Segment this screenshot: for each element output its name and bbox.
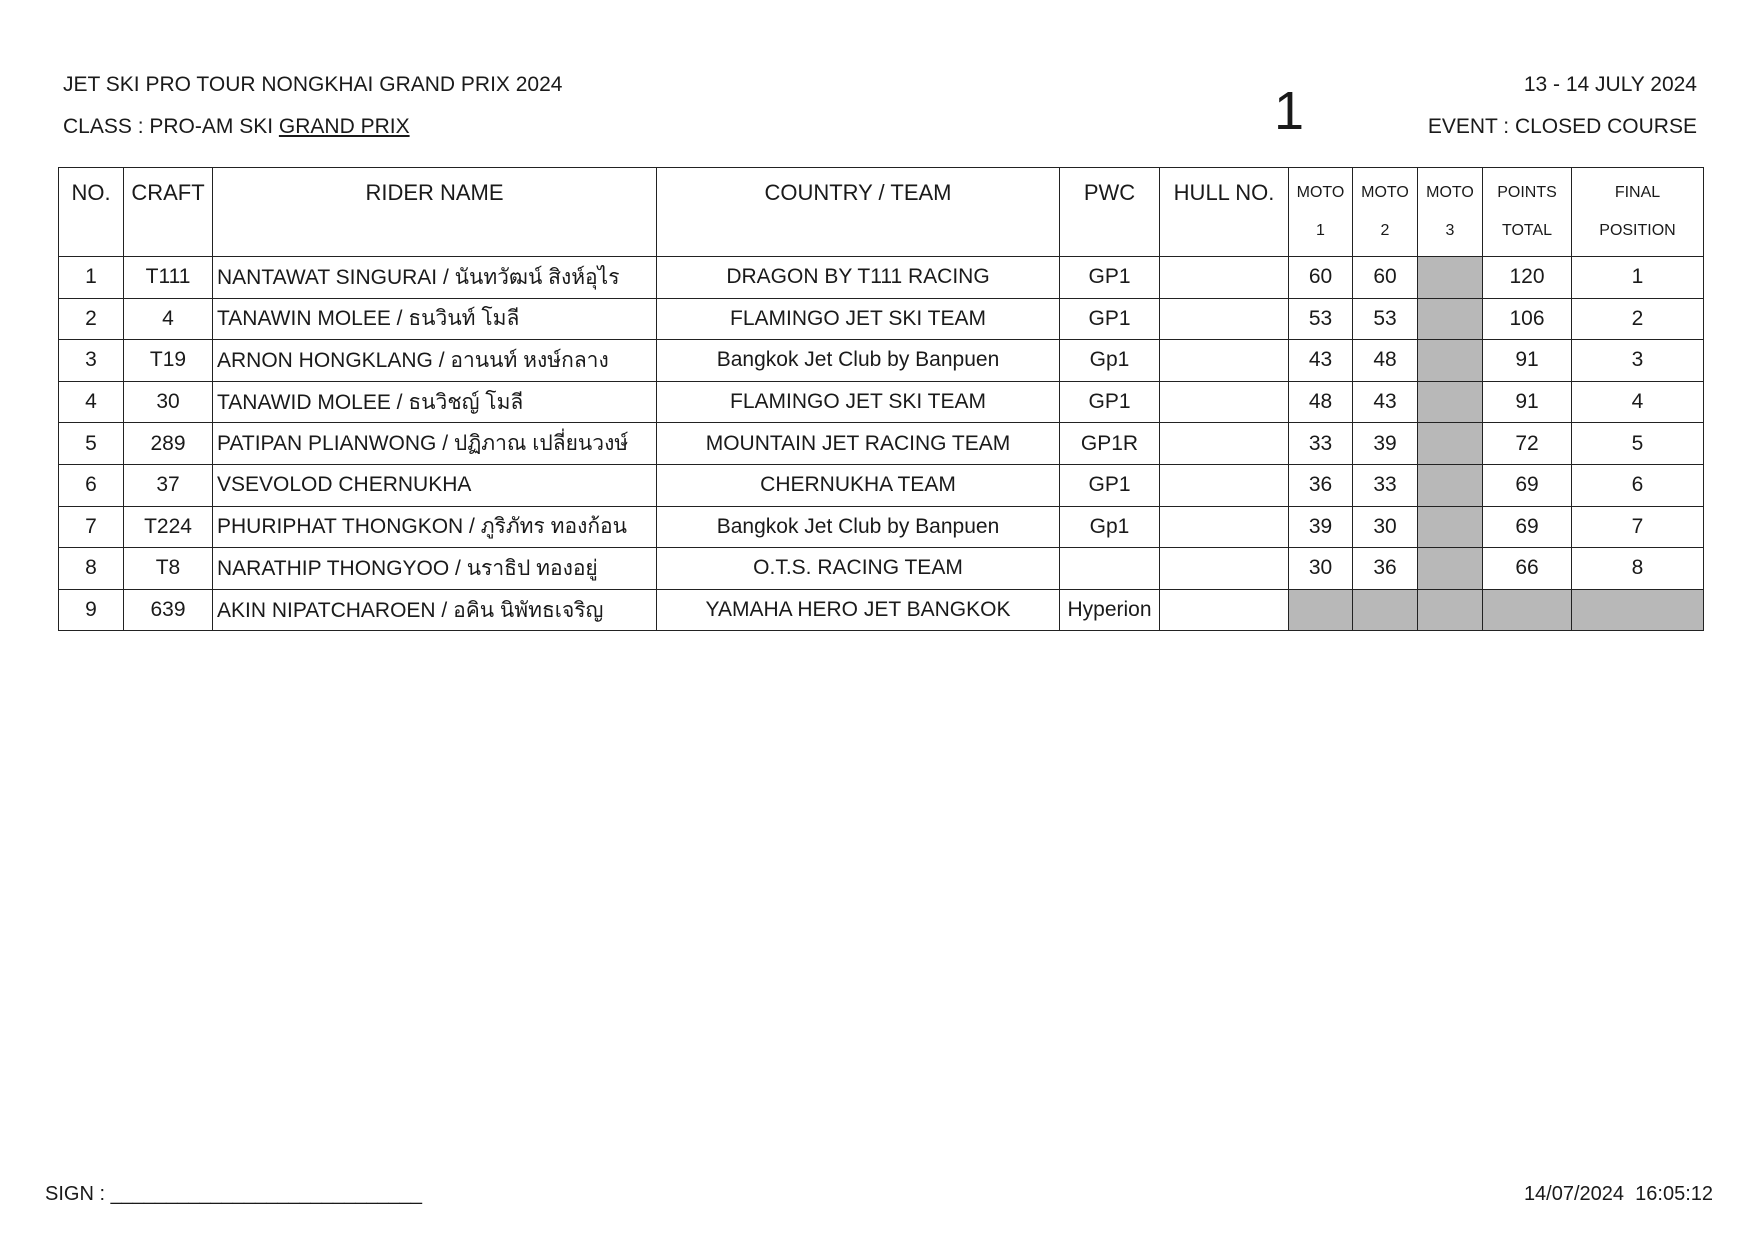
- final-label: FINAL: [1614, 184, 1661, 201]
- cell-craft: 289: [124, 423, 213, 465]
- cell-team: O.T.S. RACING TEAM: [657, 548, 1060, 590]
- cell-moto1: 48: [1289, 381, 1353, 423]
- cell-hull: [1160, 340, 1289, 382]
- cell-moto3: [1418, 548, 1483, 590]
- col-moto1-header: [1289, 168, 1353, 257]
- cell-rider: TANAWID MOLEE / ธนวิชญ์ โมลี: [213, 381, 657, 423]
- event-type: EVENT : CLOSED COURSE: [1427, 115, 1697, 138]
- moto3-number: 3: [1445, 222, 1455, 239]
- col-country-header: COUNTRY / TEAM: [657, 168, 1060, 257]
- cell-rider: NARATHIP THONGYOO / นราธิป ทองอยู่: [213, 548, 657, 590]
- col-moto3-header: [1418, 168, 1483, 257]
- cell-pwc: GP1R: [1060, 423, 1160, 465]
- table-row: [59, 589, 1704, 631]
- cell-final: 8: [1572, 548, 1704, 590]
- cell-final: 6: [1572, 464, 1704, 506]
- cell-moto1: 33: [1289, 423, 1353, 465]
- cell-rider: PATIPAN PLIANWONG / ปฏิภาณ เปลี่ยนวงษ์: [213, 423, 657, 465]
- cell-no: 4: [59, 381, 124, 423]
- cell-team: MOUNTAIN JET RACING TEAM: [657, 423, 1060, 465]
- moto2-label: MOTO: [1361, 184, 1409, 201]
- cell-team: FLAMINGO JET SKI TEAM: [657, 298, 1060, 340]
- cell-moto2: [1353, 589, 1418, 631]
- col-no-header: NO.: [59, 168, 124, 257]
- cell-moto1: 60: [1289, 257, 1353, 299]
- col-hull-header: HULL NO.: [1160, 168, 1289, 257]
- cell-moto1: 36: [1289, 464, 1353, 506]
- cell-pwc: Hyperion: [1060, 589, 1160, 631]
- cell-pwc: GP1: [1060, 257, 1160, 299]
- col-points-header: [1483, 168, 1572, 257]
- cell-pwc: GP1: [1060, 381, 1160, 423]
- cell-craft: 37: [124, 464, 213, 506]
- cell-moto2: 53: [1353, 298, 1418, 340]
- cell-team: YAMAHA HERO JET BANGKOK: [657, 589, 1060, 631]
- cell-craft: T224: [124, 506, 213, 548]
- cell-moto1: 39: [1289, 506, 1353, 548]
- cell-hull: [1160, 464, 1289, 506]
- cell-hull: [1160, 548, 1289, 590]
- cell-moto3: [1418, 257, 1483, 299]
- cell-hull: [1160, 506, 1289, 548]
- col-rider-header: RIDER NAME: [213, 168, 657, 257]
- cell-points: 120: [1483, 257, 1572, 299]
- table-row: [59, 340, 1704, 382]
- cell-craft: 639: [124, 589, 213, 631]
- cell-team: FLAMINGO JET SKI TEAM: [657, 381, 1060, 423]
- cell-points: [1483, 589, 1572, 631]
- print-timestamp: 14/07/2024 16:05:12: [1523, 1183, 1713, 1205]
- cell-no: 5: [59, 423, 124, 465]
- cell-team: Bangkok Jet Club by Banpuen: [657, 340, 1060, 382]
- header-row: [59, 168, 1704, 257]
- cell-final: 5: [1572, 423, 1704, 465]
- cell-no: 9: [59, 589, 124, 631]
- sign-line: SIGN : ____________________________: [45, 1183, 423, 1205]
- cell-points: 106: [1483, 298, 1572, 340]
- table-row: [59, 257, 1704, 299]
- moto2-number: 2: [1380, 222, 1390, 239]
- cell-rider: PHURIPHAT THONGKON / ภูริภัทร ทองก้อน: [213, 506, 657, 548]
- event-dates: 13 - 14 JULY 2024: [1523, 73, 1697, 96]
- cell-hull: [1160, 423, 1289, 465]
- cell-hull: [1160, 257, 1289, 299]
- cell-points: 72: [1483, 423, 1572, 465]
- cell-hull: [1160, 298, 1289, 340]
- cell-final: 2: [1572, 298, 1704, 340]
- cell-no: 8: [59, 548, 124, 590]
- points-total-label: TOTAL: [1501, 222, 1553, 239]
- cell-pwc: [1060, 548, 1160, 590]
- cell-no: 7: [59, 506, 124, 548]
- moto1-number: 1: [1316, 222, 1325, 239]
- cell-team: CHERNUKHA TEAM: [657, 464, 1060, 506]
- cell-pwc: GP1: [1060, 298, 1160, 340]
- cell-craft: 30: [124, 381, 213, 423]
- cell-points: 66: [1483, 548, 1572, 590]
- event-title: JET SKI PRO TOUR NONGKHAI GRAND PRIX 2024: [63, 73, 563, 96]
- cell-hull: [1160, 589, 1289, 631]
- cell-rider: VSEVOLOD CHERNUKHA: [213, 464, 657, 506]
- cell-moto2: 39: [1353, 423, 1418, 465]
- cell-rider: NANTAWAT SINGURAI / นันทวัฒน์ สิงห์อุไร: [213, 257, 657, 299]
- cell-moto2: 60: [1353, 257, 1418, 299]
- cell-craft: T111: [124, 257, 213, 299]
- cell-craft: T19: [124, 340, 213, 382]
- cell-team: Bangkok Jet Club by Banpuen: [657, 506, 1060, 548]
- cell-points: 69: [1483, 464, 1572, 506]
- cell-no: 3: [59, 340, 124, 382]
- cell-rider: ARNON HONGKLANG / อานนท์ หงษ์กลาง: [213, 340, 657, 382]
- cell-moto2: 48: [1353, 340, 1418, 382]
- cell-moto1: 30: [1289, 548, 1353, 590]
- moto3-label: MOTO: [1426, 184, 1474, 201]
- results-table: [58, 167, 1704, 631]
- cell-points: 69: [1483, 506, 1572, 548]
- cell-moto3: [1418, 423, 1483, 465]
- class-grand-prix: GRAND PRIX: [278, 115, 410, 138]
- col-moto2-header: [1353, 168, 1418, 257]
- cell-no: 2: [59, 298, 124, 340]
- cell-moto1: [1289, 589, 1353, 631]
- cell-moto2: 43: [1353, 381, 1418, 423]
- cell-no: 1: [59, 257, 124, 299]
- cell-rider: AKIN NIPATCHAROEN / อคิน นิพัทธเจริญ: [213, 589, 657, 631]
- cell-moto1: 43: [1289, 340, 1353, 382]
- class-label: [63, 116, 410, 137]
- cell-no: 6: [59, 464, 124, 506]
- table-row: [59, 506, 1704, 548]
- cell-moto3: [1418, 381, 1483, 423]
- cell-pwc: GP1: [1060, 464, 1160, 506]
- cell-craft: T8: [124, 548, 213, 590]
- cell-pwc: Gp1: [1060, 340, 1160, 382]
- cell-moto2: 33: [1353, 464, 1418, 506]
- page-number: 1: [1274, 81, 1305, 141]
- cell-moto2: 36: [1353, 548, 1418, 590]
- cell-hull: [1160, 381, 1289, 423]
- col-craft-header: CRAFT: [124, 168, 213, 257]
- cell-points: 91: [1483, 381, 1572, 423]
- cell-rider: TANAWIN MOLEE / ธนวินท์ โมลี: [213, 298, 657, 340]
- cell-final: [1572, 589, 1704, 631]
- cell-pwc: Gp1: [1060, 506, 1160, 548]
- cell-moto2: 30: [1353, 506, 1418, 548]
- cell-moto3: [1418, 464, 1483, 506]
- cell-team: DRAGON BY T111 RACING: [657, 257, 1060, 299]
- col-final-header: [1572, 168, 1704, 257]
- cell-moto3: [1418, 340, 1483, 382]
- cell-final: 1: [1572, 257, 1704, 299]
- cell-final: 3: [1572, 340, 1704, 382]
- points-label: POINTS: [1497, 184, 1557, 201]
- table-row: [59, 464, 1704, 506]
- table-row: [59, 298, 1704, 340]
- cell-moto3: [1418, 589, 1483, 631]
- cell-points: 91: [1483, 340, 1572, 382]
- table-row: [59, 423, 1704, 465]
- cell-final: 4: [1572, 381, 1704, 423]
- moto1-label: MOTO: [1296, 184, 1345, 201]
- cell-final: 7: [1572, 506, 1704, 548]
- table-row: [59, 381, 1704, 423]
- col-pwc-header: PWC: [1060, 168, 1160, 257]
- cell-moto3: [1418, 298, 1483, 340]
- table-row: [59, 548, 1704, 590]
- class-prefix: CLASS : PRO-AM SKI: [63, 115, 279, 138]
- final-position-label: POSITION: [1599, 222, 1676, 239]
- cell-moto3: [1418, 506, 1483, 548]
- cell-moto1: 53: [1289, 298, 1353, 340]
- cell-craft: 4: [124, 298, 213, 340]
